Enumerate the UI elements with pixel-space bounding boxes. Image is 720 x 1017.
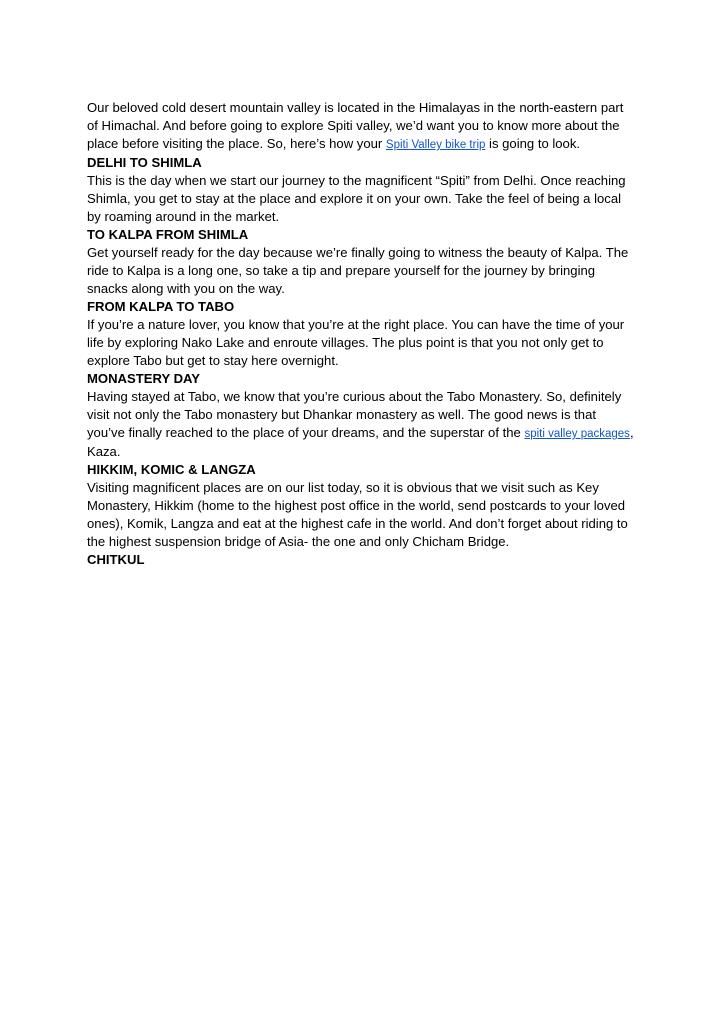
paragraph-to-kalpa-from-shimla: Get yourself ready for the day because we’re finally going to witness the beauty of Kalpa. The ride to Kalpa is a long one, so take a tip and prepare yourself for the journey by bringing snacks along with you on the way. xyxy=(87,245,629,296)
paragraph-from-kalpa-to-tabo: If you’re a nature lover, you know that you’re at the right place. You can have the time of your life by exploring Nako Lake and enroute villages. The plus point is that you not only get to explore Tabo but get to stay here overnight. xyxy=(87,317,625,368)
paragraph-delhi-to-shimla: This is the day when we start our journey to the magnificent “Spiti” from Delhi. Once reaching Shimla, you get to stay at the place and explore it on your own. Take the feel of being a local by roaming around in the market. xyxy=(87,173,626,224)
paragraph-monastery-day xyxy=(87,388,637,461)
heading-from-kalpa-to-tabo: FROM KALPA TO TABO xyxy=(87,299,235,314)
intro-paragraph xyxy=(87,99,637,154)
spiti-valley-packages-link[interactable]: spiti valley packages xyxy=(524,428,630,440)
heading-chitkul: CHITKUL xyxy=(87,552,145,567)
heading-delhi-to-shimla: DELHI TO SHIMLA xyxy=(87,155,202,170)
document-page xyxy=(87,99,637,569)
paragraph-hikkim-komic-langza: Visiting magnificent places are on our list today, so it is obvious that we visit such as Key Monastery, Hikkim (home to the highest post office in the world, send postcards to your loved ones), Komik, Langza and eat at the highest cafe in the world. And don’t forget about riding to the highest suspension bridge of Asia- the one and only Chicham Bridge. xyxy=(87,480,628,549)
intro-text-after-link: is going to look. xyxy=(485,136,581,151)
heading-monastery-day: MONASTERY DAY xyxy=(87,371,201,386)
monastery-text-before-link: Having stayed at Tabo, we know that you’re curious about the Tabo Monastery. So, definitely visit not only the Tabo monastery but Dhankar monastery as well. The good news is that you’ve finally reached to the place of your dreams, and the superstar of the xyxy=(87,389,622,440)
heading-hikkim-komic-langza: HIKKIM, KOMIC & LANGZA xyxy=(87,462,256,477)
spiti-valley-bike-trip-link[interactable]: Spiti Valley bike trip xyxy=(385,139,486,151)
intro-text-before-link: Our beloved cold desert mountain valley is located in the Himalayas in the north-eastern part of Himachal. And before going to explore Spiti valley, we’d want you to know more about the place before visiting the place. So, here’s how your xyxy=(87,100,624,151)
heading-to-kalpa-from-shimla: TO KALPA FROM SHIMLA xyxy=(87,227,249,242)
monastery-text-after-link: , Kaza. xyxy=(87,425,634,459)
